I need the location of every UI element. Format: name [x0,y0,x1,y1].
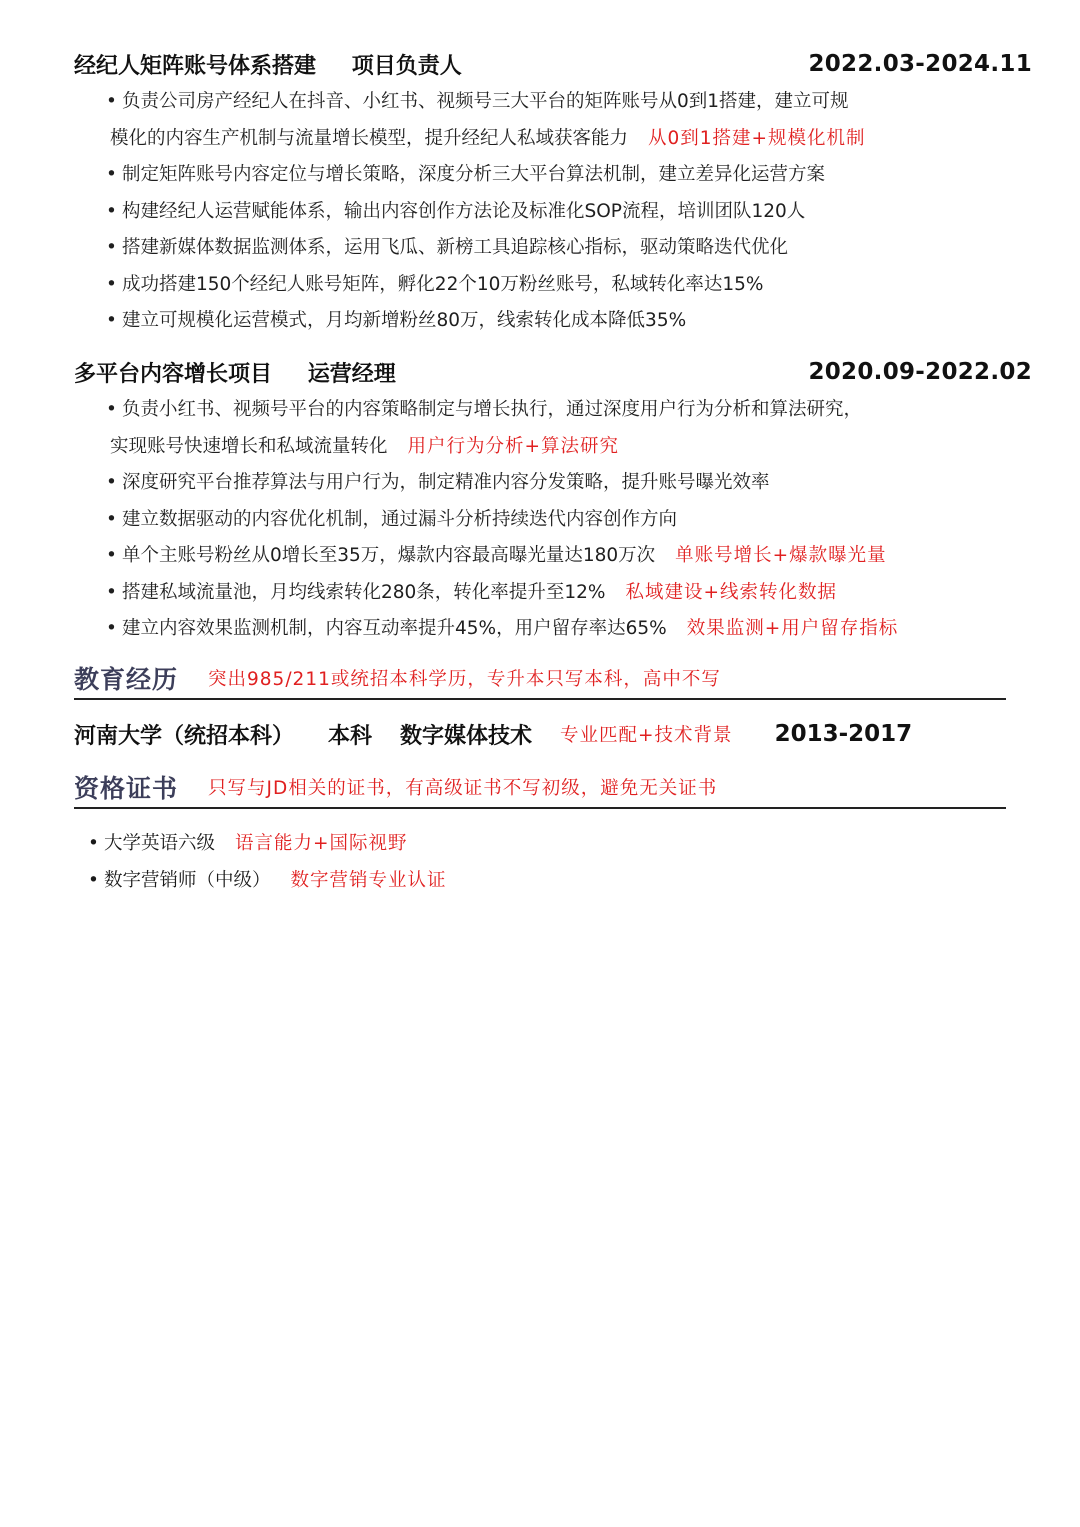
bullet-dot: • [106,91,117,112]
certificate-list [88,826,447,899]
certificate-item [88,826,447,863]
project-header [74,46,1032,82]
bullet-dot: • [88,869,99,891]
bullet-text: 制定矩阵账号内容定位与增长策略，深度分析三大平台算法机制，建立差异化运营方案 [122,164,826,185]
project-name: 多平台内容增长项目 [74,361,273,387]
project-bullet-list [106,392,1006,648]
annotation-note: 从0到1搭建+规模化机制 [648,127,866,149]
bullet-item [106,611,1006,648]
section-title: 教育经历 [74,665,179,694]
bullet-text-cont: 实现账号快速增长和私域流量转化 [110,435,388,457]
bullet-dot: • [106,508,117,530]
annotation-note: 语言能力+国际视野 [235,833,408,854]
annotation-note: 只写与JD相关的证书，有高级证书不写初级，避免无关证书 [208,778,718,799]
bullet-dot: • [106,237,117,258]
education-entry [74,715,974,753]
bullet-dot: • [106,273,117,295]
bullet-text: 搭建私域流量池，月均线索转化280条，转化率提升至12% [122,581,606,603]
bullet-text: 负责公司房产经纪人在抖音、小红书、视频号三大平台的矩阵账号从0到1搭建，建立可规 [122,91,849,112]
project-dates: 2022.03-2024.11 [808,51,1032,77]
project-title-group [74,357,396,388]
bullet-dot: • [106,618,117,639]
bullet-item [106,392,1006,465]
bullet-item [106,267,1006,304]
bullet-text: 深度研究平台推荐算法与用户行为，制定精准内容分发策略，提升账号曝光效率 [122,472,770,493]
bullet-item [106,465,1006,502]
project-header [74,354,1032,390]
project-title-group [74,49,462,80]
bullet-item [106,502,1006,539]
bullet-text: 搭建新媒体数据监测体系，运用飞瓜、新榜工具追踪核心指标，驱动策略迭代优化 [122,237,789,258]
bullet-text-cont: 模化的内容生产机制与流量增长模型，提升经纪人私域获客能力 [110,127,629,149]
project-role: 项目负责人 [351,53,462,79]
project-role: 运营经理 [307,361,396,387]
bullet-dot: • [106,164,117,185]
annotation-note: 突出985/211或统招本科学历，专升本只写本科，高中不写 [208,669,721,690]
school-name: 河南大学（统招本科） [74,723,295,749]
certificate-item [88,863,447,900]
bullet-text: 成功搭建150个经纪人账号矩阵，孵化22个10万粉丝账号，私域转化率达15% [122,273,764,295]
bullet-item [106,303,1006,340]
annotation-note: 效果监测+用户留存指标 [686,618,899,639]
bullet-dot: • [106,399,117,420]
education-years: 2013-2017 [774,721,913,747]
bullet-dot: • [106,472,117,493]
certificates-section-header [74,767,1006,809]
bullet-text: 单个主账号粉丝从0增长至35万，爆款内容最高曝光量达180万次 [122,545,656,566]
major: 数字媒体技术 [400,723,533,749]
education-section-header [74,658,1006,700]
project-bullet-list [106,84,1006,340]
bullet-item [106,230,1006,267]
certificate-name: 数字营销师（中级） [104,869,271,891]
annotation-note: 用户行为分析+算法研究 [407,435,620,457]
bullet-dot: • [106,581,117,603]
certificate-name: 大学英语六级 [104,833,216,854]
bullet-item [106,194,1006,231]
project-name: 经纪人矩阵账号体系搭建 [74,53,317,79]
bullet-dot: • [106,200,117,222]
degree: 本科 [328,723,373,749]
bullet-item [106,538,1006,575]
section-title: 资格证书 [74,774,179,803]
bullet-item [106,575,1006,612]
annotation-note: 私域建设+线索转化数据 [625,581,837,603]
bullet-text: 构建经纪人运营赋能体系，输出内容创作方法论及标准化SOP流程，培训团队120人 [122,200,806,222]
bullet-item [106,157,1006,194]
bullet-dot: • [88,833,99,854]
project-dates: 2020.09-2022.02 [808,359,1032,385]
bullet-text: 建立可规模化运营模式，月均新增粉丝80万，线索转化成本降低35% [122,310,687,331]
annotation-note: 数字营销专业认证 [290,869,447,891]
annotation-note: 单账号增长+爆款曝光量 [675,545,887,566]
bullet-text: 负责小红书、视频号平台的内容策略制定与增长执行，通过深度用户行为分析和算法研究， [122,399,863,420]
bullet-dot: • [106,310,117,331]
bullet-text: 建立数据驱动的内容优化机制，通过漏斗分析持续迭代内容创作方向 [122,508,678,530]
bullet-dot: • [106,545,117,566]
annotation-note: 专业匹配+技术背景 [560,725,733,746]
bullet-item [106,84,1006,157]
bullet-text: 建立内容效果监测机制，内容互动率提升45%，用户留存率达65% [122,618,667,639]
